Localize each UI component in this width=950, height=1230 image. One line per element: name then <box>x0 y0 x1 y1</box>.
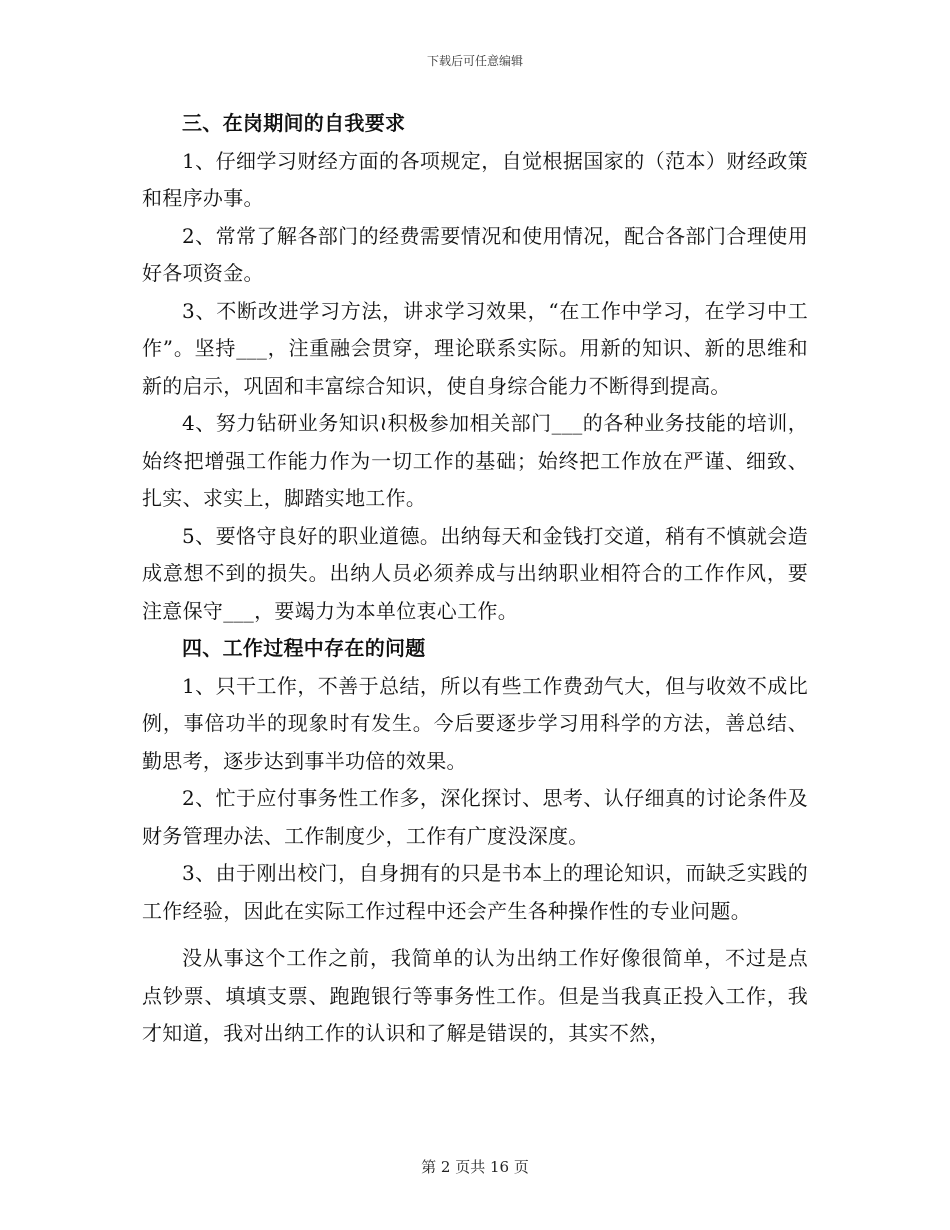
paragraph: 3、不断改进学习方法，讲求学习效果，“在工作中学习，在学习中工作”。坚持___，注重融会贯穿，理论联系实际。用新的知识、新的思维和新的启示，巩固和丰富综合知识，使自身综合能力不断得到提高。 <box>142 298 808 398</box>
paragraph: 2、常常了解各部门的经费需要情况和使用情况，配合各部门合理使用好各项资金。 <box>142 223 808 285</box>
closing-paragraph: 没从事这个工作之前，我简单的认为出纳工作好像很简单，不过是点点钞票、填填支票、跑跑银行等事务性工作。但是当我真正投入工作，我才知道，我对出纳工作的认识和了解是错误的，其实不然， <box>142 946 808 1045</box>
document-body <box>142 105 808 1053</box>
paragraph: 2、忙于应付事务性工作多，深化探讨、思考、认仔细真的讨论条件及财务管理办法、工作制度少，工作有广度没深度。 <box>142 786 808 848</box>
paragraph: 3、由于刚出校门，自身拥有的只是书本上的理论知识，而缺乏实践的工作经验，因此在实际工作过程中还会产生各种操作性的专业问题。 <box>142 861 808 923</box>
paragraph: 1、只干工作，不善于总结，所以有些工作费劲气大，但与收效不成比例，事倍功半的现象时有发生。今后要逐步学习用科学的方法，善总结、勤思考，逐步达到事半功倍的效果。 <box>142 673 808 773</box>
paragraph: 1、仔细学习财经方面的各项规定，自觉根据国家的（范本）财经政策和程序办事。 <box>142 148 808 210</box>
paragraph: 5、要恪守良好的职业道德。出纳每天和金钱打交道，稍有不慎就会造成意想不到的损失。出纳人员必须养成与出纳职业相符合的工作作风，要注意保守___，要竭力为本单位衷心工作。 <box>142 523 808 623</box>
page-header-note: 下载后可任意编辑 <box>426 54 523 68</box>
section-heading: 三、在岗期间的自我要求 <box>182 111 406 135</box>
paragraph: 4、努力钻研业务知识≀积极参加相关部门___的各种业务技能的培训，始终把增强工作能力作为一切工作的基础；始终把工作放在严谨、细致、扎实、求实上，脚踏实地工作。 <box>142 411 808 510</box>
page-number: 第 2 页共 16 页 <box>421 1158 529 1176</box>
section-heading: 四、工作过程中存在的问题 <box>182 636 426 660</box>
